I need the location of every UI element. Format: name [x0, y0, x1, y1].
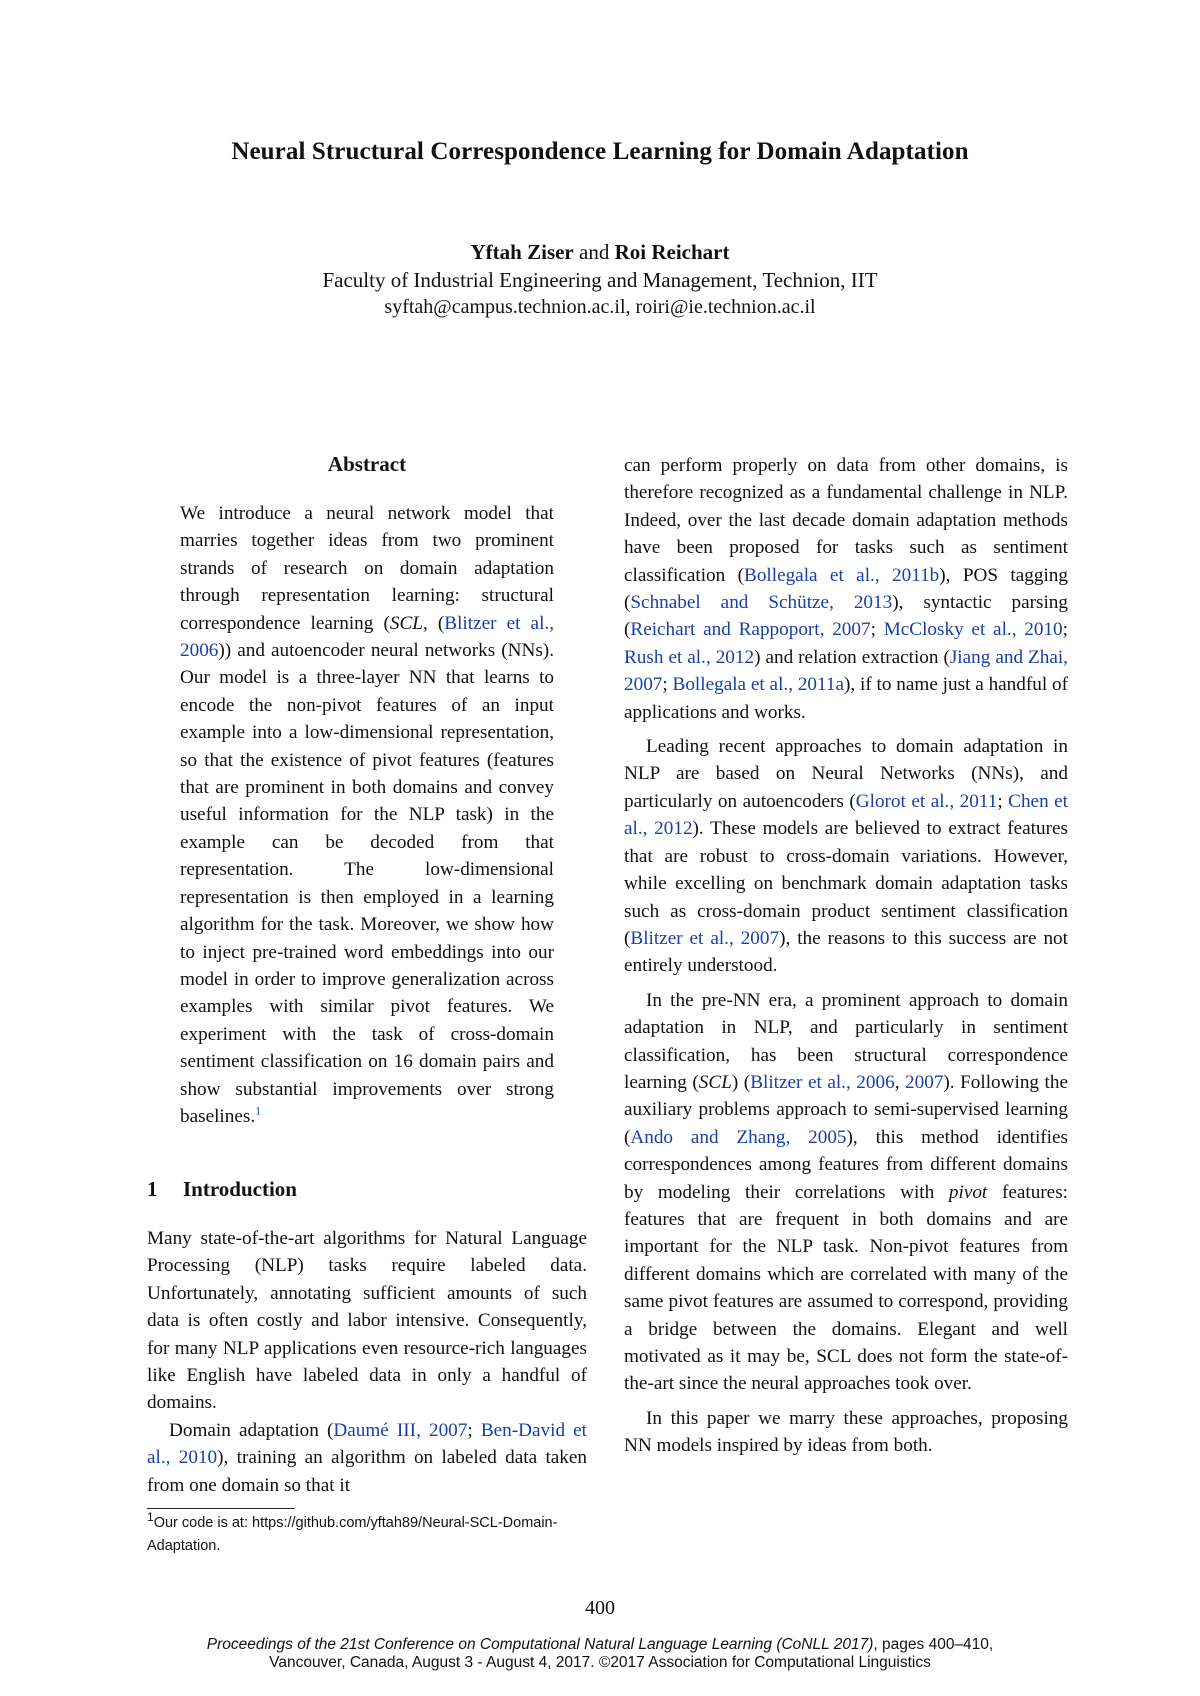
citation-link[interactable]: Glorot et al., 2011	[855, 790, 998, 812]
citation-link[interactable]: Bollegala et al., 2011a	[672, 674, 844, 696]
author-name: Roi Reichart	[614, 240, 730, 264]
authors	[0, 240, 1200, 265]
citation-link[interactable]: Blitzer et al., 2007	[630, 927, 780, 949]
proceedings-footer	[0, 1636, 1200, 1672]
text-run: ;	[870, 619, 884, 641]
text-run: , pages 400–410,	[873, 1636, 994, 1653]
text-run: ) and relation extraction (	[754, 646, 950, 668]
section-title: Introduction	[183, 1177, 297, 1201]
text-run: We introduce a neural network model that marries together ideas from two prominent strands of research on domain adaptation through representation learning: structural correspondence learning (	[180, 503, 554, 634]
author-name: Yftah Ziser	[470, 240, 574, 264]
footnote-marker[interactable]: 1	[255, 1103, 262, 1118]
citation-link[interactable]: Reichart and Rappoport, 2007	[630, 619, 871, 641]
abstract-text	[180, 500, 554, 1130]
text-run: Leading recent approaches to domain adaptation in NLP are based on Neural Networks (NNs), and particularly on autoencoders (	[624, 736, 1068, 812]
citation-link[interactable]: Daumé III, 2007	[333, 1419, 468, 1441]
text-run: ), if to name just a handful of applications and works.	[624, 674, 1068, 723]
text-run: ), the reasons to this success are not entirely understood.	[624, 927, 1068, 977]
text-run: ;	[662, 674, 673, 696]
text-run: ) (	[731, 1071, 751, 1093]
paragraph: In this paper we marry these approaches, proposing NN models inspired by ideas from both.	[624, 1407, 1068, 1457]
text-run: )) and autoencoder neural networks (NNs). Our model is a three-layer NN that learns to encode the non-pivot features of an input example into a low-dimensional representation, so that the existence of pivot features (features that are prominent in both domains and convey useful information for the NLP task) in the example can be decoded from that representation. The low-dimensional representation is then employed in a learning algorithm for the task. Moreover, we show how to inject pre-trained word embeddings into our model in order to improve generalization across examples with similar pivot features. We experiment with the task of cross-domain sentiment classification on 16 domain pairs and show substantial improvements over strong baselines.	[180, 640, 554, 1127]
citation-link[interactable]: Bollegala et al., 2011b	[744, 564, 940, 586]
citation-link[interactable]: Jiang and Zhai, 2007	[624, 646, 1068, 696]
author-emails: syftah@campus.technion.ac.il, roiri@ie.technion.ac.il	[384, 296, 816, 318]
text-run: SCL	[389, 612, 423, 634]
footnote-divider	[147, 1508, 295, 1509]
text-run: ;	[1062, 619, 1068, 641]
section-heading	[147, 1177, 587, 1202]
paragraph: Many state-of-the-art algorithms for Natural Language Processing (NLP) tasks require labeled data. Unfortunately, annotating sufficient amounts of such data is often costly and labor intensive. Consequently, for many NLP applications even resource-rich languages like English have labeled data in only a handful of domains.	[147, 1228, 587, 1414]
footnote-mark: 1	[147, 1510, 154, 1525]
text-run: In the pre-NN era, a prominent approach to domain adaptation in NLP, and particularly in sentiment classification, has been structural correspondence learning (	[624, 989, 1068, 1093]
affiliation: Faculty of Industrial Engineering and Management, Technion, IIT	[322, 268, 878, 292]
text-run: Proceedings of the 21st Conference on Computational Natural Language Learning (CoNLL 2017)	[206, 1636, 874, 1653]
paragraph	[624, 733, 1068, 980]
proceedings-line-2: Vancouver, Canada, August 3 - August 4, 2017. ©2017 Association for Computational Linguistics	[269, 1654, 931, 1671]
paragraph	[147, 1417, 587, 1499]
citation-link[interactable]: McClosky et al., 2010	[883, 619, 1063, 641]
text-run: ), training an algorithm on labeled data taken from one domain so that it	[147, 1447, 587, 1496]
page-number: 400	[585, 1597, 615, 1619]
text-run: , (	[422, 612, 445, 634]
text-run: ). These models are believed to extract features that are robust to cross-domain variations. However, while excelling on benchmark domain adaptation tasks such as cross-domain product sentiment classification (	[624, 818, 1068, 949]
paragraph	[624, 987, 1068, 1398]
citation-link[interactable]: Schnabel and Schütze, 2013	[630, 592, 893, 614]
footnote	[147, 1512, 587, 1558]
text-run: ), POS tagging (	[624, 564, 1068, 614]
text-run: ,	[894, 1071, 906, 1093]
citation-link[interactable]: Blitzer et al., 2006	[180, 612, 554, 662]
citation-link[interactable]: Ando and Zhang, 2005	[630, 1126, 847, 1148]
text-run: ;	[997, 790, 1009, 812]
text-run: ). Following the auxiliary problems approach to semi-supervised learning (	[624, 1071, 1068, 1148]
text-run: ;	[467, 1419, 481, 1441]
text-run: can perform properly on data from other domains, is therefore recognized as a fundamental challenge in NLP. Indeed, over the last decade domain adaptation methods have been proposed for tasks such as sentiment classification (	[624, 455, 1068, 586]
author-conjunction: and	[579, 240, 610, 264]
text-run: ), syntactic parsing (	[624, 592, 1068, 641]
citation-link[interactable]: Blitzer et al., 2006	[750, 1071, 895, 1093]
citation-link[interactable]: Chen et al., 2012	[624, 790, 1069, 840]
text-run: Domain adaptation (	[169, 1419, 334, 1441]
paper-title: Neural Structural Correspondence Learning for Domain Adaptation	[231, 138, 969, 165]
text-run: features: features that are frequent in both domains and are important for the NLP task. Non-pivot features from different domains which are correlated with many of the same pivot features are assumed to correspond, providing a bridge between the domains. Elegant and well motivated as it may be, SCL does not form the state-of-the-art since the neural approaches took over.	[624, 1181, 1068, 1395]
citation-link[interactable]: Rush et al., 2012	[624, 646, 755, 668]
abstract-heading: Abstract	[327, 452, 407, 476]
text-run: SCL	[698, 1071, 732, 1093]
proceedings-line-1	[0, 1636, 1200, 1654]
text-run: ), this method identifies correspondences among features from different domains by modeling their correlations with	[624, 1126, 1068, 1203]
paragraph	[624, 452, 1068, 726]
section-number: 1	[147, 1177, 158, 1201]
right-column-text	[624, 452, 1068, 1467]
intro-text	[147, 1225, 587, 1499]
citation-link[interactable]: 2007	[905, 1071, 944, 1093]
text-run: pivot	[948, 1181, 988, 1203]
footnote-text: Our code is at: https://github.com/yftah89/Neural-SCL-Domain-Adaptation.	[147, 1515, 558, 1554]
citation-link[interactable]: Ben-David et al., 2010	[147, 1419, 588, 1469]
